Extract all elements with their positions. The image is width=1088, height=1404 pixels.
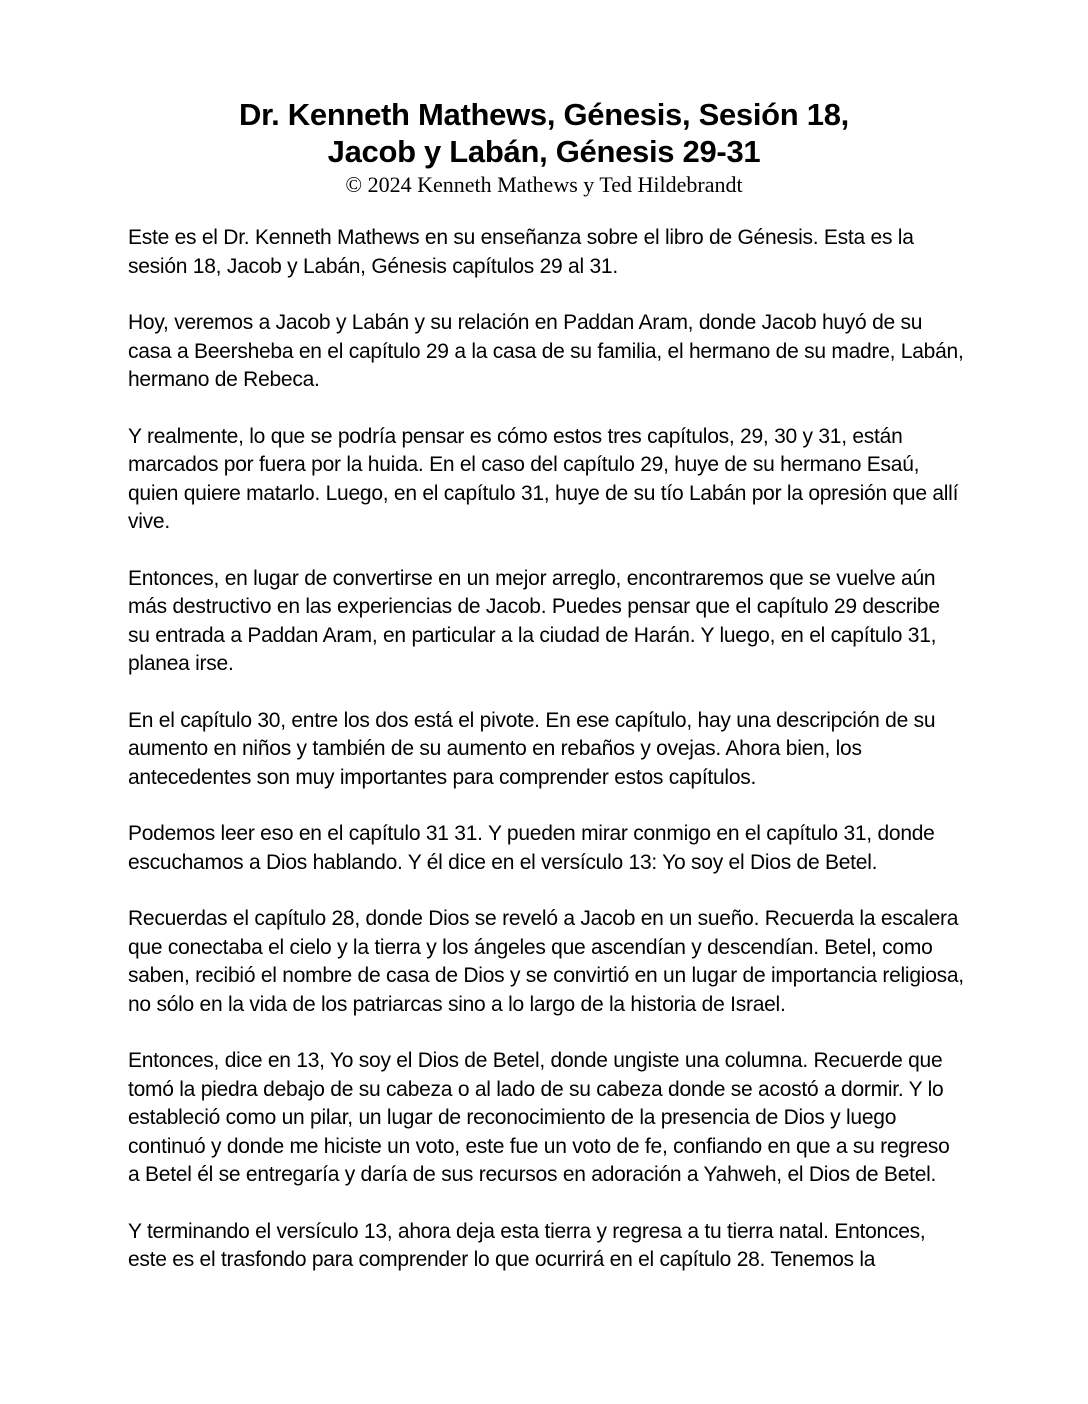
title-line-2: Jacob y Labán, Génesis 29-31	[327, 134, 761, 169]
paragraph: Entonces, en lugar de convertirse en un mejor arreglo, encontraremos que se vuelve aún más destructivo en las experiencias de Jacob. Puedes pensar que el capítulo 29 describe su entrada a Paddan Aram, en particular a la ciudad de Harán. Y luego, en el capítulo 31, planea irse.	[128, 566, 940, 675]
document-header	[0, 96, 1088, 198]
document-body	[128, 224, 966, 1275]
page-title	[0, 96, 1088, 170]
paragraph: Podemos leer eso en el capítulo 31 31. Y pueden mirar conmigo en el capítulo 31, donde escuchamos a Dios hablando. Y él dice en el versículo 13: Yo soy el Dios de Betel.	[128, 822, 935, 874]
paragraph: En el capítulo 30, entre los dos está el pivote. En ese capítulo, hay una descripción de su aumento en niños y también de su aumento en rebaños y ovejas. Ahora bien, los antecedentes son muy importantes para comprender estos capítulos.	[128, 708, 936, 789]
paragraph: Recuerdas el capítulo 28, donde Dios se reveló a Jacob en un sueño. Recuerda la escalera que conectaba el cielo y la tierra y los ángeles que ascendían y descendían. Betel, como saben, recibió el nombre de casa de Dios y se convirtió en un lugar de importancia religiosa, no sólo en la vida de los patriarcas sino a lo largo de la historia de Israel.	[128, 907, 964, 1016]
paragraph: Hoy, veremos a Jacob y Labán y su relación en Paddan Aram, donde Jacob huyó de su casa a Beersheba en el capítulo 29 a la casa de su familia, el hermano de su madre, Labán, hermano de Rebeca.	[128, 311, 964, 391]
paragraph: Y realmente, lo que se podría pensar es cómo estos tres capítulos, 29, 30 y 31, están marcados por fuera por la huida. En el caso del capítulo 29, huye de su hermano Esaú, quien quiere matarlo. Luego, en el capítulo 31, huye de su tío Labán por la opresión que allí vive.	[128, 424, 959, 533]
paragraph: Entonces, dice en 13, Yo soy el Dios de Betel, donde ungiste una columna. Recuerde que tomó la piedra debajo de su cabeza o al lado de su cabeza donde se acostó a dormir. Y lo estableció como un pilar, un lugar de reconocimiento de la presencia de Dios y luego continuó y donde me hiciste un voto, este fue un voto de fe, confiando en que a su regreso a Betel él se entregaría y daría de sus recursos en adoración a Yahweh, el Dios de Betel.	[128, 1049, 950, 1186]
title-line-1: Dr. Kenneth Mathews, Génesis, Sesión 18,	[239, 97, 849, 132]
paragraph: Este es el Dr. Kenneth Mathews en su enseñanza sobre el libro de Génesis. Esta es la sesión 18, Jacob y Labán, Génesis capítulos 29 al 31.	[128, 226, 914, 278]
copyright-line: © 2024 Kenneth Mathews y Ted Hildebrandt	[345, 172, 743, 197]
paragraph: Y terminando el versículo 13, ahora deja esta tierra y regresa a tu tierra natal. Entonces, este es el trasfondo para comprender lo que ocurrirá en el capítulo 28. Tenemos la	[128, 1219, 926, 1271]
